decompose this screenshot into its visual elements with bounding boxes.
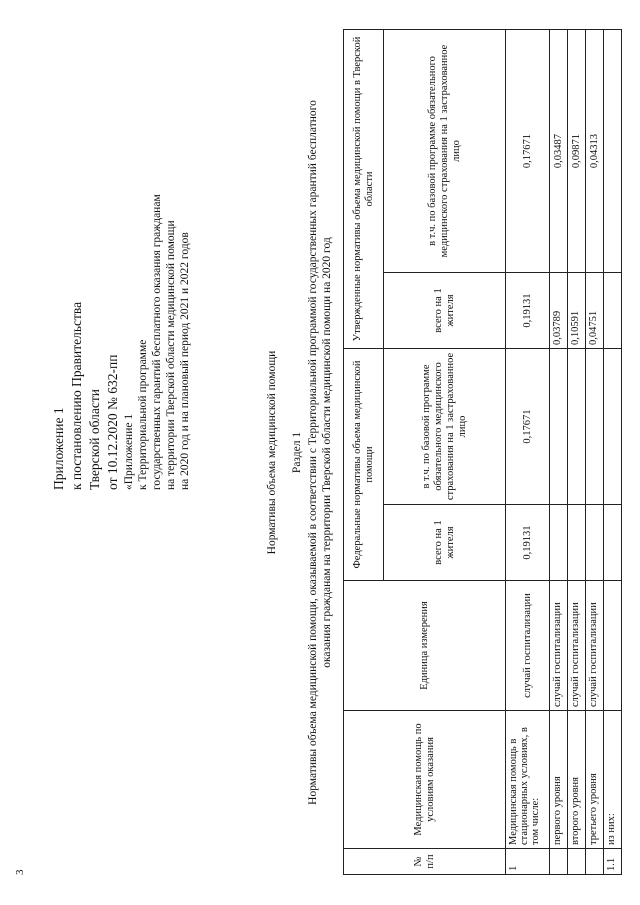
- sub-appendix-line: «Приложение 1: [123, 413, 135, 490]
- cell-num: 1.1: [604, 849, 622, 875]
- cell-fed-total: [568, 505, 586, 581]
- cell-fed-total: 0,19131: [506, 505, 550, 581]
- cell-fed-oms: [550, 349, 568, 505]
- cell-app-total: 0,03789: [550, 273, 568, 349]
- cell-fed-total: [586, 505, 604, 581]
- sub-appendix-line: государственных гарантий бесплатного оказания гражданам: [151, 194, 163, 490]
- sub-appendix-line: на 2020 год и на плановый период 2021 и 2022 годов: [179, 232, 191, 490]
- header-federal: Федеральные нормативы объема медицинской помощи: [344, 349, 384, 581]
- section-description-line: оказания гражданам на территории Тверской области медицинской помощи на 2020 год: [321, 237, 333, 668]
- header-approved: Утвержденные нормативы объема медицинской помощи в Тверской области: [344, 29, 384, 348]
- appendix-block: [50, 302, 122, 490]
- cell-num: [550, 849, 568, 875]
- cell-app-oms: [604, 29, 622, 272]
- appendix-line: к постановлению Правительства: [69, 301, 84, 490]
- header-app-per-insured: в т.ч. по базовой программе обязательного медицинского страхования на 1 застрахованное лицо: [384, 29, 506, 272]
- cell-fed-total: [550, 505, 568, 581]
- cell-care: первого уровня: [550, 711, 568, 849]
- cell-app-oms: 0,09871: [568, 29, 586, 272]
- appendix-title: Приложение 1: [51, 407, 66, 490]
- section-description-line: Нормативы объема медицинской помощи, оказываемой в соответствии с Территориальной программой государственных гарантий бесплатного: [307, 100, 319, 805]
- cell-fed-oms: [604, 349, 622, 505]
- table-row: [604, 29, 622, 874]
- page-heading: Нормативы объема медицинской помощи: [266, 350, 278, 555]
- header-app-per-resident: всего на 1 жителя: [384, 273, 506, 349]
- cell-unit: [604, 581, 622, 711]
- cell-unit: случай госпитализации: [568, 581, 586, 711]
- sub-appendix-line: к Территориальной программе: [137, 339, 149, 490]
- table-row: [506, 29, 550, 874]
- cell-num: [568, 849, 586, 875]
- cell-fed-oms: 0,17671: [506, 349, 550, 505]
- table-row: [568, 29, 586, 874]
- table-row: [586, 29, 604, 874]
- cell-app-oms: 0,03487: [550, 29, 568, 272]
- cell-app-oms: 0,04313: [586, 29, 604, 272]
- page-number: 3: [14, 869, 26, 875]
- cell-fed-oms: [568, 349, 586, 505]
- cell-app-total: 0,10591: [568, 273, 586, 349]
- cell-app-total: 0,04751: [586, 273, 604, 349]
- header-num: № п/п: [344, 849, 506, 875]
- cell-care: Медицинская помощь в стационарных условиях, в том числе:: [506, 711, 550, 849]
- cell-app-total: 0,19131: [506, 273, 550, 349]
- cell-care: третьего уровня: [586, 711, 604, 849]
- cell-app-oms: 0,17671: [506, 29, 550, 272]
- cell-unit: случай госпитализации: [506, 581, 550, 711]
- cell-unit: случай госпитализации: [550, 581, 568, 711]
- cell-num: 1: [506, 849, 550, 875]
- header-fed-per-insured: в т.ч. по базовой программе обязательного медицинского страхования на 1 застрахованное лицо: [384, 349, 506, 505]
- section-title: Раздел 1: [291, 431, 303, 474]
- cell-unit: случай госпитализации: [586, 581, 604, 711]
- cell-app-total: [604, 273, 622, 349]
- cell-num: [586, 849, 604, 875]
- norms-table: [343, 29, 622, 875]
- section-description: [306, 0, 334, 905]
- appendix-line: Тверской области: [87, 389, 102, 490]
- header-care: Медицинская помощь по условиям оказания: [344, 711, 506, 849]
- table-row: [550, 29, 568, 874]
- sub-appendix-line: на территории Тверской области медицинской помощи: [165, 220, 177, 490]
- sub-appendix-block: [122, 194, 192, 490]
- cell-care: из них:: [604, 711, 622, 849]
- cell-fed-total: [604, 505, 622, 581]
- cell-care: второго уровня: [568, 711, 586, 849]
- appendix-line: от 10.12.2020 № 632-пп: [105, 354, 120, 490]
- header-unit: Единица измерения: [344, 581, 506, 711]
- cell-fed-oms: [586, 349, 604, 505]
- header-fed-per-resident: всего на 1 жителя: [384, 505, 506, 581]
